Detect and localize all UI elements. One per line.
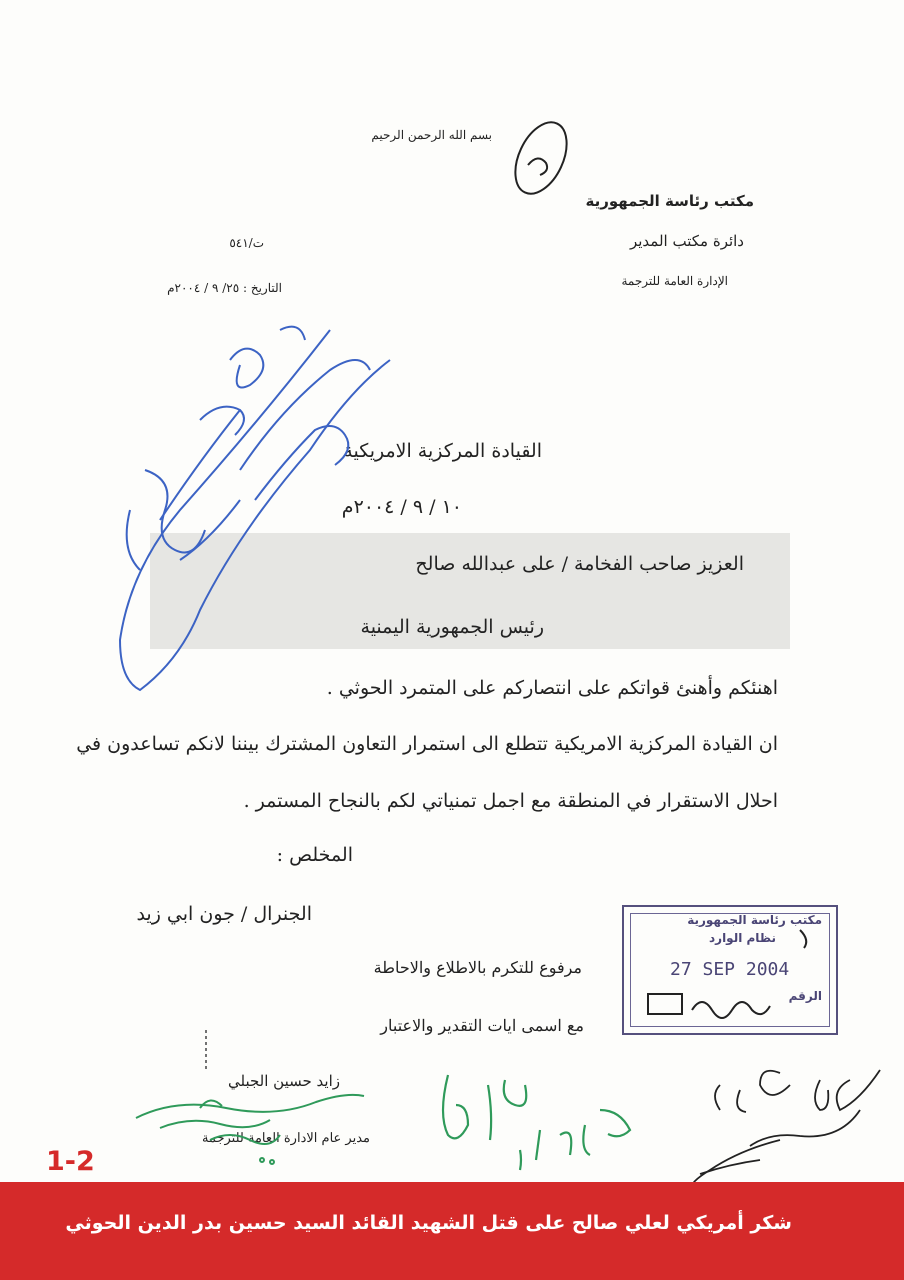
body-line-3: احلال الاستقرار في المنطقة مع اجمل تمنياتي لكم بالنجاح المستمر . xyxy=(243,790,778,812)
body-line-2: ان القيادة المركزية الامريكية تتطلع الى استمرار التعاون المشترك بيننا لانكم تساعدون في xyxy=(76,733,778,755)
recipient-org: القيادة المركزية الامريكية xyxy=(343,440,542,462)
closing: المخلص : xyxy=(276,844,353,866)
caption-text: شكر أمريكي لعلي صالح على قتل الشهيد القائد السيد حسين بدر الدين الحوثي xyxy=(65,1212,792,1234)
page-number: 1-2 xyxy=(46,1146,95,1177)
office-name: مكتب رئاسة الجمهورية xyxy=(585,192,754,210)
circled-initial-mark xyxy=(505,114,577,201)
body-line-1: اهنئكم وأهنئ قواتكم على انتصاركم على المتمرد الحوثي . xyxy=(326,677,778,699)
stamp-handwritten-number xyxy=(648,930,806,1018)
sender-title: مدير عام الادارة العامة للترجمة xyxy=(201,1131,370,1146)
department-name: دائرة مكتب المدير xyxy=(629,232,744,250)
header-date: التاريخ : ٢٥/ ٩ / ٢٠٠٤م xyxy=(167,281,282,295)
stamp-register: نظام الوارد xyxy=(709,931,776,945)
green-signature xyxy=(136,1095,364,1164)
green-date-annotation xyxy=(443,1075,630,1170)
stamp-date: 27 SEP 2004 xyxy=(670,959,790,980)
signatory: الجنرال / جون ابي زيد xyxy=(136,903,312,925)
recipient-title: رئيس الجمهورية اليمنية xyxy=(360,616,544,638)
basmala: بسم الله الرحمن الرحيم xyxy=(371,128,492,142)
administration-name: الإدارة العامة للترجمة xyxy=(621,274,728,288)
letter-date: ١٠ / ٩ / ٢٠٠٤م xyxy=(341,496,462,518)
reference-number: ت/٥٤١ xyxy=(229,236,264,250)
stamp-number-label: الرقم xyxy=(788,989,822,1003)
stamp-office: مكتب رئاسة الجمهورية xyxy=(687,913,822,927)
blue-handwritten-minute xyxy=(120,327,390,690)
salutation: العزيز صاحب الفخامة / على عبدالله صالح xyxy=(415,553,744,575)
sender-name: زايد حسين الجبلي xyxy=(227,1072,340,1090)
black-handwritten-note xyxy=(690,1070,880,1190)
forward-line-1: مرفوع للتكرم بالاطلاع والاحاطة xyxy=(373,958,582,977)
forward-line-2: مع اسمى ايات التقدير والاعتبار xyxy=(380,1016,584,1035)
